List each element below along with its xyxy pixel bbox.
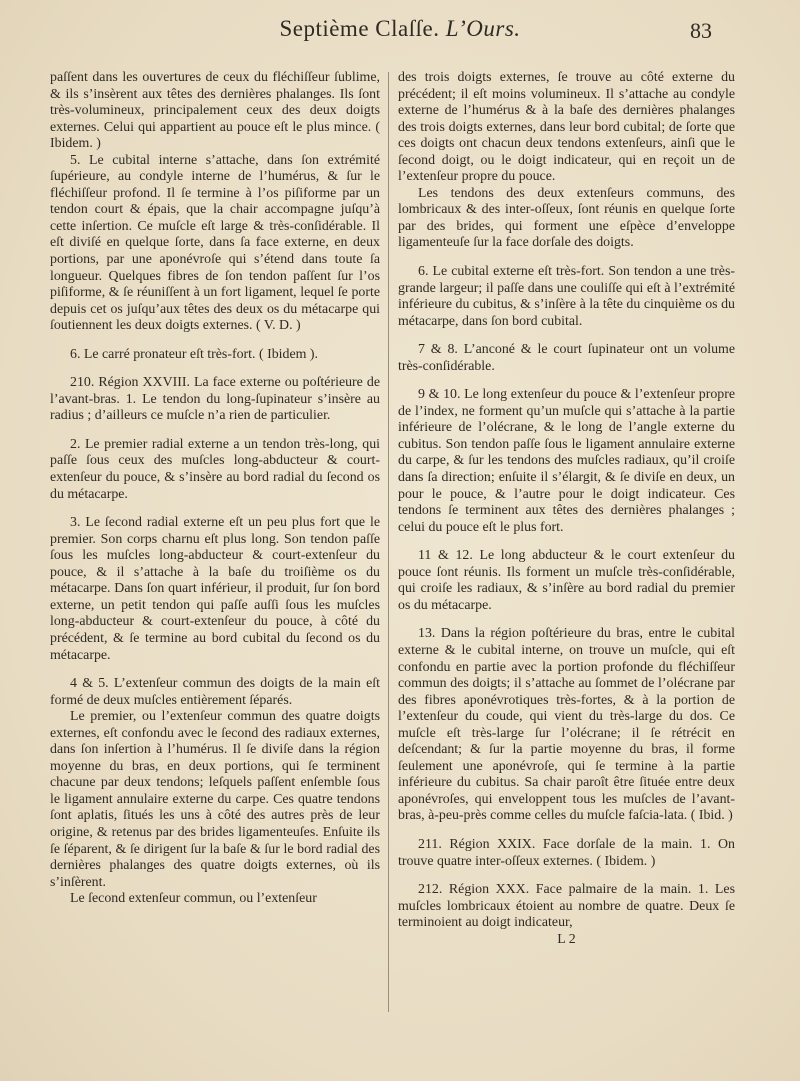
- paragraph: Les tendons des deux extenſeurs communs, des lombricaux & des inter-oſſeux, ſont réunis en quelque ſorte par des brides, qui forment une eſpèce d’enveloppe ligamenteuſe ſur la face dorſale des doigts.: [398, 185, 735, 251]
- running-title-main: Septième Claſſe.: [279, 16, 440, 41]
- paragraph: 212. Région XXX. Face palmaire de la main. 1. Les muſcles lombricaux étoient au nombre de quatre. Deux ſe terminoient au doigt indicateur,: [398, 882, 735, 931]
- page-number: 83: [690, 18, 712, 43]
- paragraph: 11 & 12. Le long abducteur & le court extenſeur du pouce ſont réunis. Ils forment un muſcle très-conſidérable, qui croiſe les radiaux, & s’inſère au bord radial du premier os du métacarpe.: [398, 548, 735, 613]
- paragraph: 9 & 10. Le long extenſeur du pouce & l’extenſeur propre de l’index, ne forment qu’un muſcle qui s’attache à la partie inférieure de l’olécrane, & le long de l’angle externe du cubitus. Son tendon paſſe ſous le ligament annulaire externe du carpe, & ſur les tendons des muſcles radiaux, qu’il croiſe dans ſa direction; enſuite il s’élargit, & ſe diviſe en deux, un pour le pouce, & l’autre pour le doigt indicateur. Ces tendons ſe terminent aux têtes des dernières phalanges ; celui du pouce eſt le plus fort.: [398, 387, 735, 535]
- paragraph: 6. Le cubital externe eſt très-fort. Son tendon a une très-grande largeur; il paſſe dans une couliſſe qui eſt à l’extrémité inférieure du cubitus, & s’inſère à la tête du cinquième os du métacarpe, dans ſon bord cubital.: [398, 264, 735, 329]
- paragraph: 13. Dans la région poſtérieure du bras, entre le cubital externe & le cubital interne, on trouve un muſcle, qui eſt confondu en partie avec la portion profonde du fléchiſſeur commun des doigts; il s’attache au ſommet de l’olécrane par des fibres aponévrotiques très-fortes, & à la portion de l’extenſeur du coude, qui vient du très-large du dos. Ce muſcle eſt très-large ſur l’olécrane; il ſe rétrécit en deſcendant; & ſur la partie moyenne du bras, il forme ſeulement une aponévroſe, qui ſe termine à la partie inférieure du cubitus. Sa chair paroît être ſituée entre deux aponévroſes, qui enveloppent tous les muſcles de l’avant-bras, à-peu-près comme celles du muſcle faſcia-lata. ( Ibid. ): [398, 626, 735, 824]
- left-column: [50, 70, 380, 908]
- paragraph: Le premier, ou l’extenſeur commun des quatre doigts externes, eſt confondu avec le ſecond des radiaux externes, dans ſon inſertion à l’humérus. Il ſe diviſe dans la région moyenne du bras, en deux portions, qui ſe terminent chacune par deux tendons; leſquels paſſent enſemble ſous le ligament annulaire externe du carpe. Ces quatre tendons ſont aplatis, ſitués les uns à côté des autres près de leur origine, & retenus par des brides ligamenteuſes. Enſuite ils ſe ſéparent, & ſe dirigent ſur la baſe & ſur le bord radial des dernières phalanges des quatre doigts externes, où ils s’inſèrent.: [50, 709, 380, 890]
- signature-mark: L 2: [557, 931, 576, 947]
- running-title: [0, 16, 800, 42]
- paragraph: 6. Le carré pronateur eſt très-fort. ( Ibidem ).: [70, 346, 318, 362]
- running-header: [0, 14, 800, 54]
- paragraph: Le ſecond extenſeur commun, ou l’extenſeur: [70, 891, 317, 907]
- paragraph: 5. Le cubital interne s’attache, dans ſon extrémité ſupérieure, au condyle interne de l’humérus, & ſur le fléchiſſeur profond. Il ſe termine à l’os piſiforme par un tendon court & épais, que la chair accompagne juſqu’à cette inſertion. Ce muſcle eſt large & très-conſidérable. Il eſt diviſé en quelque ſorte, dans ſa face externe, en deux portions, par une aponévroſe qui s’étend dans toute ſa longueur. Quelques fibres de ſon tendon paſſent ſur l’os piſiforme, & ſe réuniſſent à un fort ligament, lequel ſe porte depuis cet os juſqu’aux têtes des deux os du métacarpe qui ſoutiennent les deux doigts externes. ( V. D. ): [50, 152, 380, 334]
- paragraph: 2. Le premier radial externe a un tendon très-long, qui paſſe ſous ceux des muſcles long-abducteur & court-extenſeur du pouce, & s’insère au bord radial du ſecond os du métacarpe.: [50, 436, 380, 502]
- paragraph: 4 & 5. L’extenſeur commun des doigts de la main eſt formé de deux muſcles entièrement ſéparés.: [50, 676, 380, 708]
- paragraph: paſſent dans les ouvertures de ceux du fléchiſſeur ſublime, & ils s’insèrent aux têtes des dernières phalanges. Ils ſont très-volumineux, principalement ceux des deux doigts externes. Celui qui appartient au pouce eſt le plus mince. ( Ibidem. ): [50, 70, 380, 152]
- paragraph: 7 & 8. L’anconé & le court ſupinateur ont un volume très-conſidérable.: [398, 342, 735, 374]
- column-divider: [388, 72, 389, 1012]
- paragraph: 211. Région XXIX. Face dorſale de la main. 1. On trouve quatre inter-oſſeux externes. ( Ibidem. ): [398, 836, 735, 869]
- running-title-italic: L’Ours.: [445, 16, 521, 41]
- right-column: [398, 70, 735, 948]
- paragraph: 210. Région XXVIII. La face externe ou poſtérieure de l’avant-bras. 1. Le tendon du long-ſupinateur s’insère au radius ; d’ailleurs ce muſcle n’a rien de particulier.: [50, 375, 380, 424]
- paragraph: des trois doigts externes, ſe trouve au côté externe du précédent; il eſt moins volumineux. Il s’attache au condyle externe de l’humérus & à la baſe des dernières phalanges des trois doigts externes, dans leur bord cubital; de ſorte que ces doigts ont chacun deux tendons extenſeurs, ainſi que le ſecond doigt, ou le doigt indicateur, qui en reçoit un de l’extenſeur propre du pouce.: [398, 70, 735, 185]
- paragraph: 3. Le ſecond radial externe eſt un peu plus fort que le premier. Son corps charnu eſt plus long. Son tendon paſſe ſous les muſcles long-abducteur & court-extenſeur du pouce, & il s’attache à la baſe du troiſième os du métacarpe. Dans ſon quart inférieur, il produit, ſur ſon bord externe, un petit tendon qui paſſe auſſi ſous les muſcles long-abducteur & court-extenſeur du pouce, à côté du précédent, & ſe termine au bord cubital du ſecond os du métacarpe.: [50, 515, 380, 663]
